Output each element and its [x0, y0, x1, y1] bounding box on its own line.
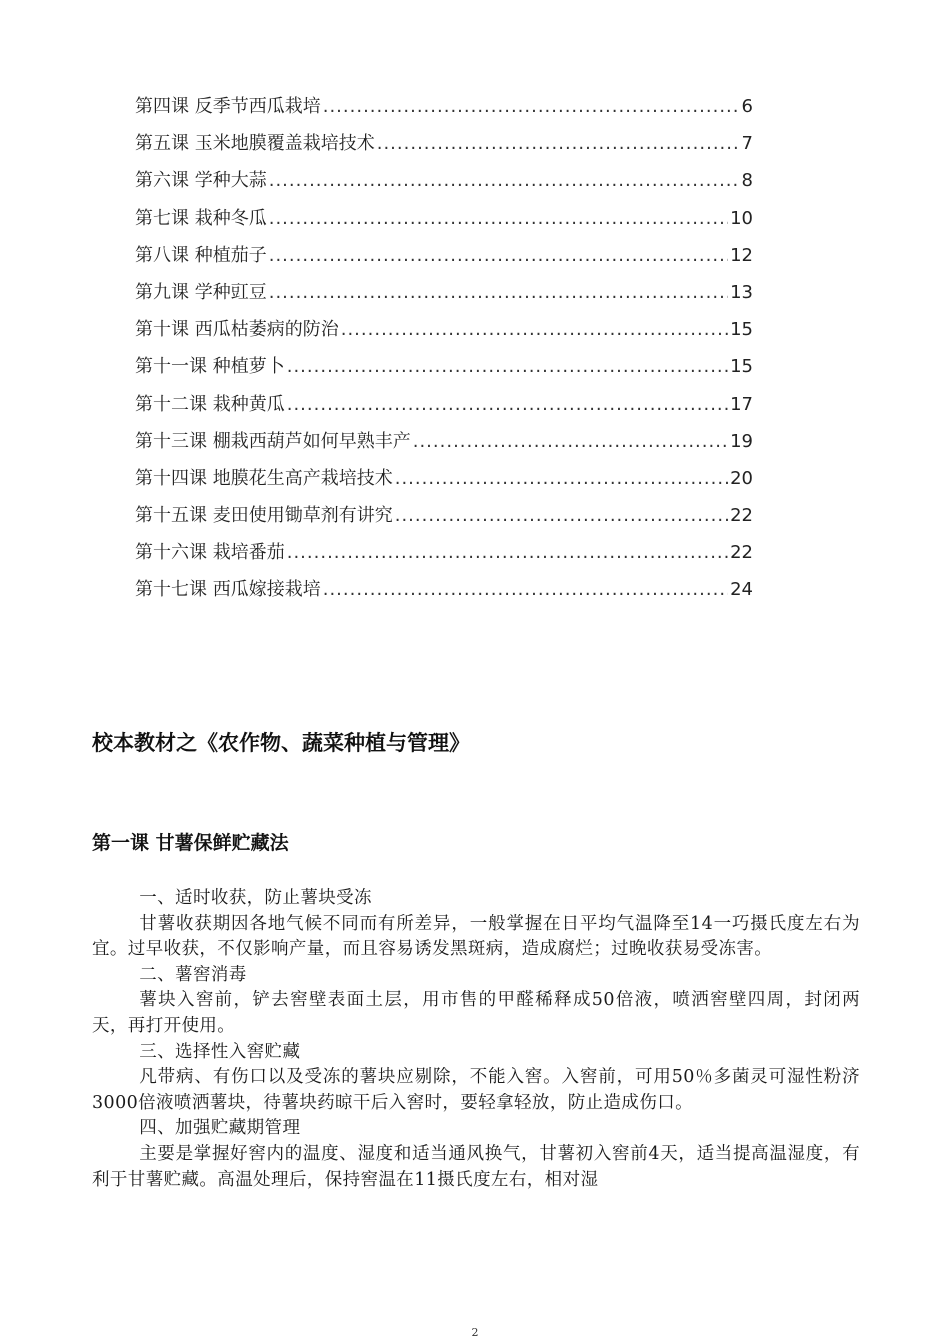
toc-entry-title: 第十四课 地膜花生高产栽培技术 [135, 467, 393, 489]
toc-entry[interactable] [135, 352, 753, 389]
book-title: 校本教材之《农作物、蔬菜种植与管理》 [92, 731, 470, 755]
section-heading-1: 一、适时收获，防止薯块受冻 [139, 888, 372, 908]
toc-entry-page: 22 [730, 542, 753, 564]
paragraph: 甘薯收获期因各地气候不同而有所差异，一般掌握在日平均气温降至14一巧摄氏度左右为宜。过早收获，不仅影响产量，而且容易诱发黑斑病，造成腐烂；过晚收获易受冻害。 [92, 913, 860, 960]
toc-entry-title: 第六课 学种大蒜 [135, 170, 267, 192]
toc-entry[interactable] [135, 204, 753, 241]
table-of-contents [135, 92, 753, 613]
toc-leader-dots [395, 505, 728, 526]
paragraph: 凡带病、有伤口以及受冻的薯块应剔除，不能入窖。入窖前，可用50％多菌灵可湿性粉济3000倍液喷洒薯块，待薯块药晾干后入窖时，要轻拿轻放，防止造成伤口。 [92, 1067, 860, 1113]
section-heading-2: 二、薯窖消毒 [139, 964, 247, 985]
toc-entry[interactable] [135, 241, 753, 278]
toc-leader-dots [287, 542, 728, 563]
toc-entry-page: 17 [730, 393, 753, 415]
toc-entry-page: 8 [741, 170, 753, 192]
toc-entry-page: 15 [730, 356, 753, 378]
lesson-body [92, 886, 860, 1193]
toc-leader-dots [323, 579, 728, 600]
toc-entry-title: 第十三课 棚栽西葫芦如何早熟丰产 [135, 430, 411, 452]
toc-entry-title: 第十五课 麦田使用锄草剂有讲究 [135, 505, 393, 527]
toc-entry-title: 第十六课 栽培番茄 [135, 542, 285, 564]
toc-entry-title: 第四课 反季节西瓜栽培 [135, 96, 321, 117]
toc-entry-page: 15 [730, 319, 753, 341]
toc-entry-title: 第十一课 种植萝卜 [135, 356, 285, 378]
toc-entry[interactable] [135, 390, 753, 427]
page-number: 2 [471, 1326, 479, 1339]
toc-entry-title: 第七课 栽种冬瓜 [135, 207, 267, 229]
toc-leader-dots [269, 208, 728, 229]
lesson-title: 第一课 甘薯保鲜贮藏法 [92, 832, 289, 854]
toc-entry-title: 第五课 玉米地膜覆盖栽培技术 [135, 133, 375, 155]
toc-entry[interactable] [135, 427, 753, 464]
toc-entry[interactable] [135, 129, 753, 166]
toc-entry[interactable] [135, 92, 753, 129]
toc-leader-dots [395, 468, 728, 489]
toc-entry-page: 22 [730, 505, 753, 527]
toc-entry[interactable] [135, 278, 753, 315]
toc-leader-dots [341, 319, 728, 340]
toc-entry-page: 13 [730, 281, 753, 303]
toc-entry[interactable] [135, 538, 753, 575]
section-heading-3: 三、选择性入窖贮藏 [139, 1041, 301, 1062]
toc-entry-title: 第十二课 栽种黄瓜 [135, 393, 285, 415]
toc-leader-dots [413, 431, 728, 452]
toc-entry-page: 12 [730, 244, 753, 266]
toc-entry[interactable] [135, 315, 753, 352]
toc-entry[interactable] [135, 464, 753, 501]
toc-entry-title: 第十七课 西瓜嫁接栽培 [135, 579, 321, 601]
toc-entry-page: 24 [730, 579, 753, 601]
toc-leader-dots [269, 245, 728, 266]
toc-entry[interactable] [135, 501, 753, 538]
toc-entry[interactable] [135, 575, 753, 612]
toc-entry-page: 7 [741, 133, 753, 155]
toc-leader-dots [323, 96, 740, 117]
toc-entry-page: 10 [730, 207, 753, 229]
toc-entry-page: 19 [730, 430, 753, 452]
paragraph: 薯块入窖前，铲去窖壁表面土层，用市售的甲醛稀释成50倍液，喷洒窖壁四周，封闭两天，再打开使用。 [92, 990, 860, 1036]
toc-entry-title: 第九课 学种豇豆 [135, 281, 267, 303]
toc-entry-title: 第十课 西瓜枯萎病的防治 [135, 319, 339, 341]
toc-leader-dots [269, 170, 740, 191]
toc-leader-dots [269, 282, 728, 303]
toc-leader-dots [377, 133, 740, 154]
paragraph: 主要是掌握好窖内的温度、湿度和适当通风换气，甘薯初入窖前4天，适当提高温湿度，有利于甘薯贮藏。高温处理后，保持窖温在11摄氏度左右，相对湿 [92, 1143, 860, 1190]
toc-leader-dots [287, 356, 728, 377]
section-heading-4: 四、加强贮藏期管理 [139, 1118, 301, 1139]
toc-entry[interactable] [135, 166, 753, 203]
toc-entry-page: 20 [730, 467, 753, 489]
toc-entry-page: 6 [741, 96, 753, 117]
toc-leader-dots [287, 394, 728, 415]
toc-entry-title: 第八课 种植茄子 [135, 244, 267, 266]
